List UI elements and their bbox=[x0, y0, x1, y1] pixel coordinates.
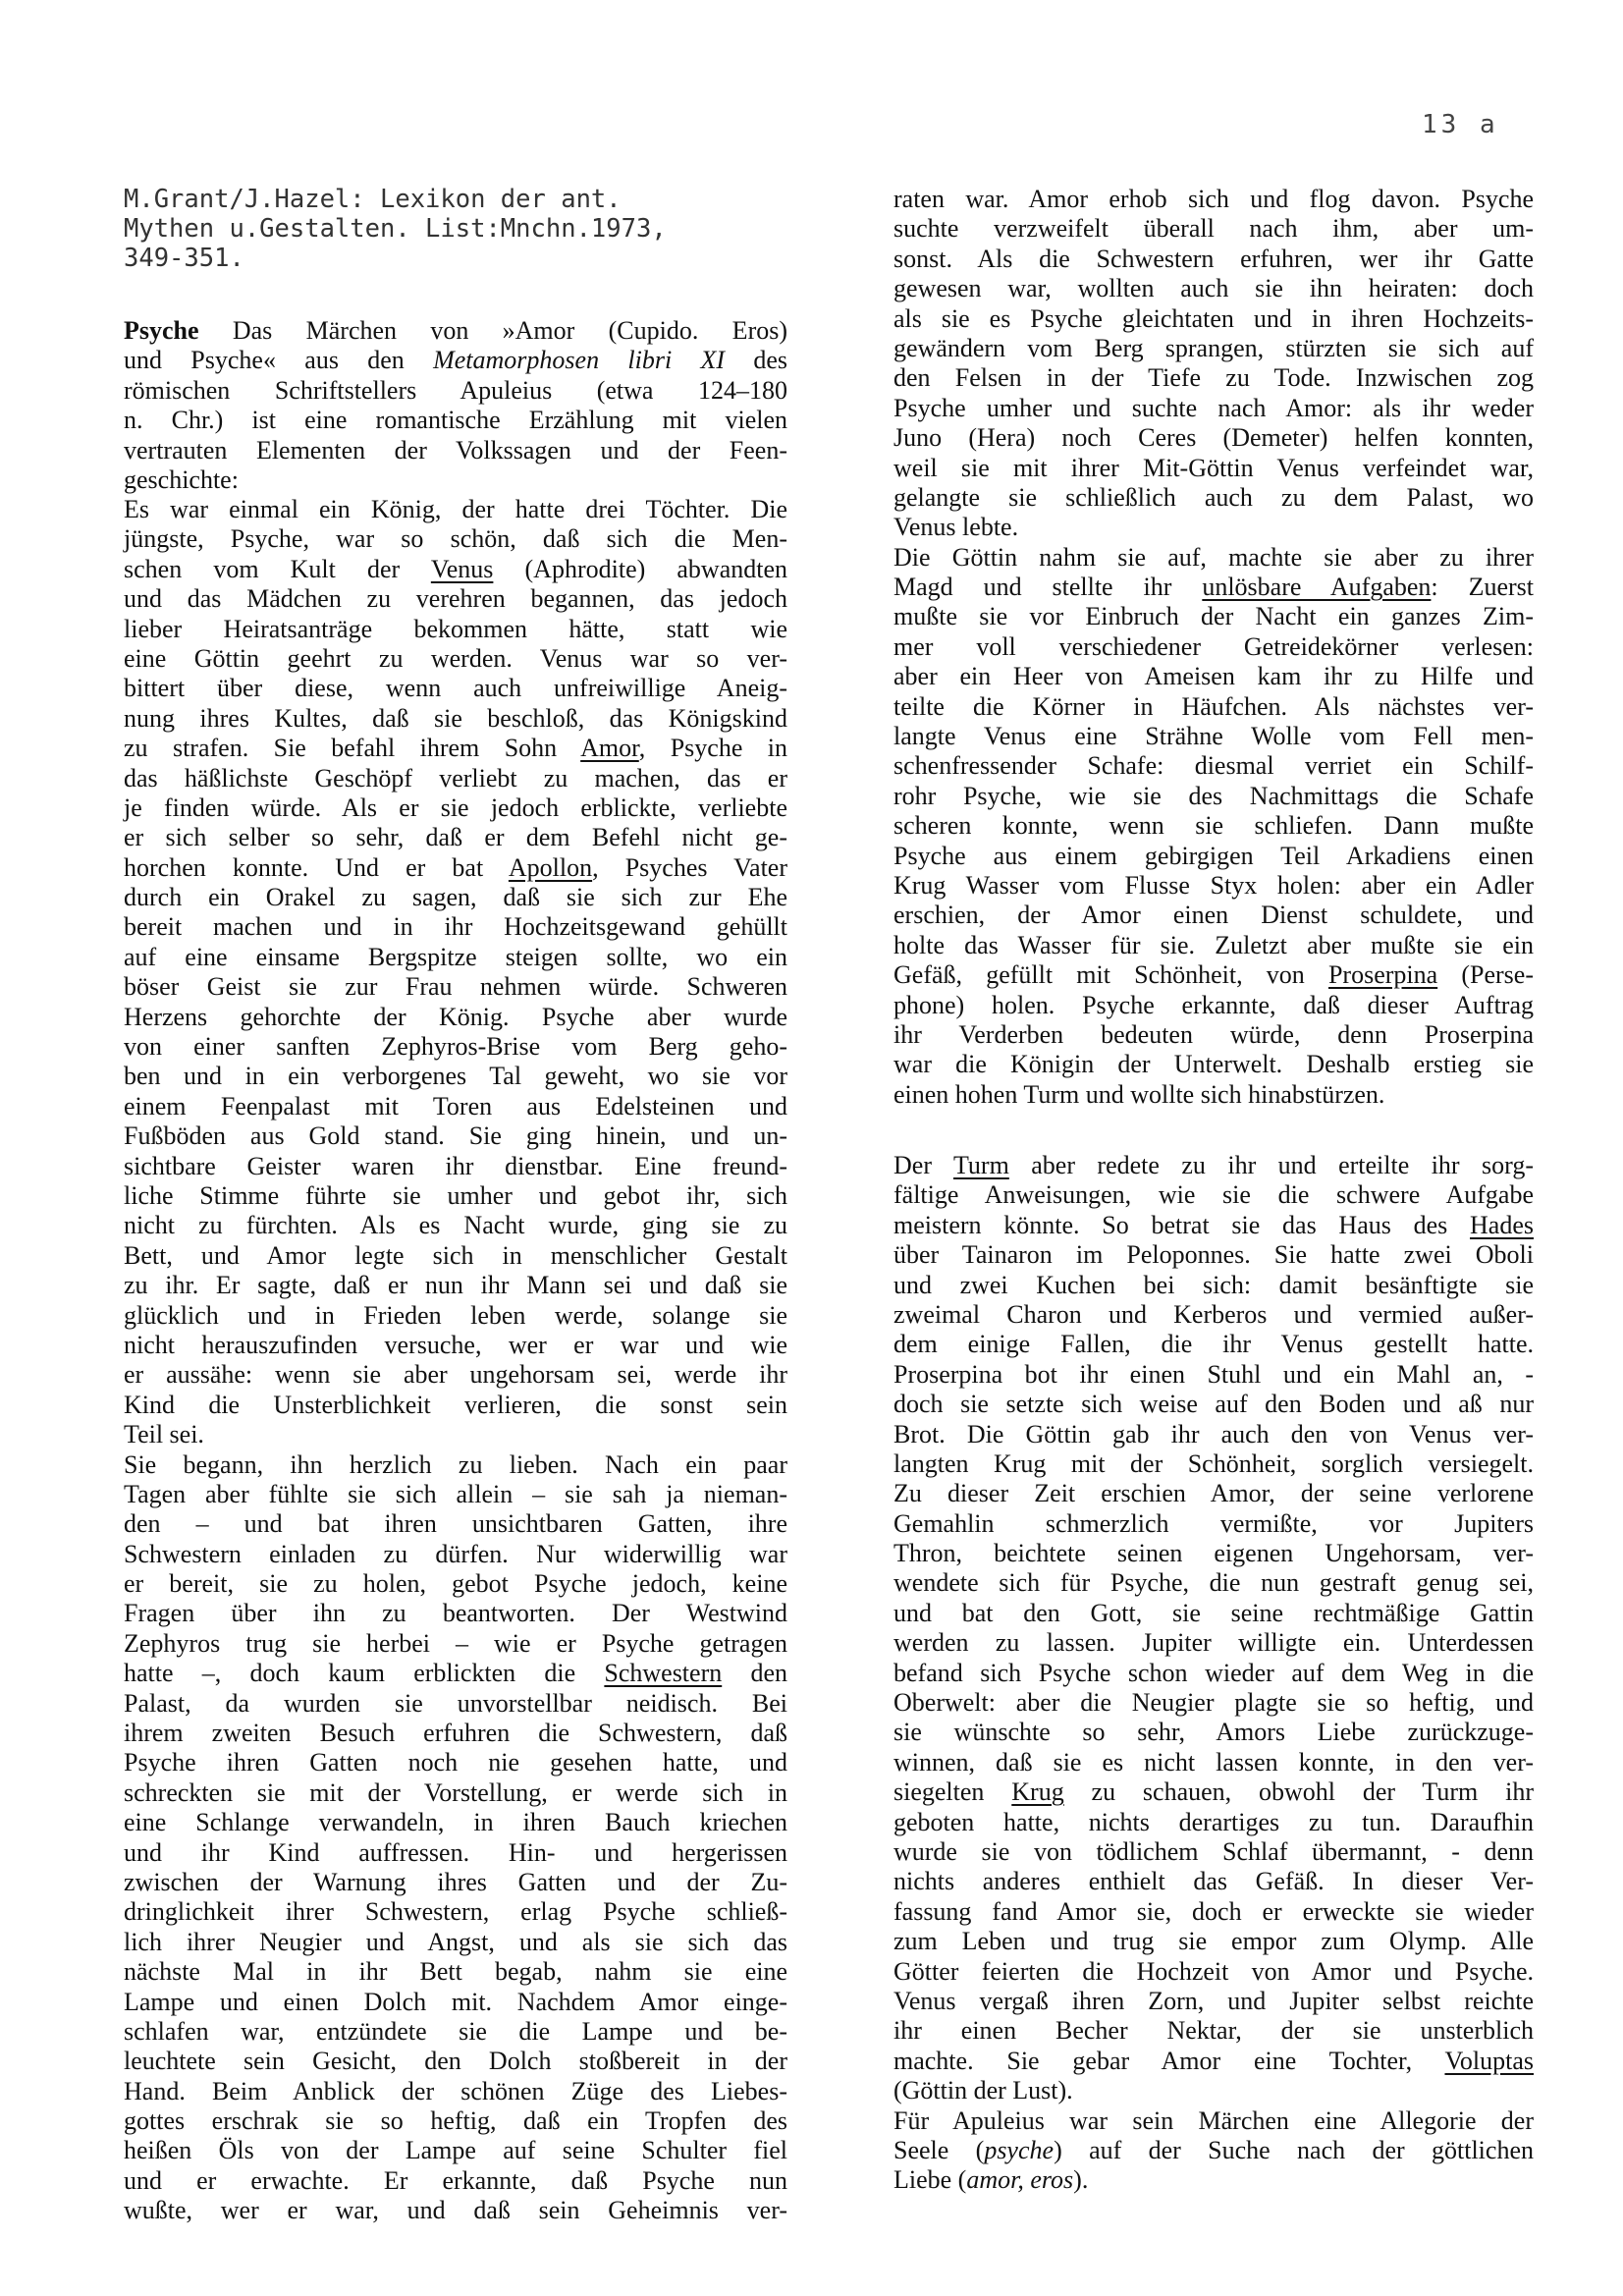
underlined-term: Venus bbox=[430, 554, 494, 583]
text-run: n. Chr.) ist eine romantische Erzählung mit vielen bbox=[124, 406, 787, 435]
text-run: aber redete zu ihr und erteilte ihr sorg- bbox=[1008, 1151, 1534, 1179]
text-run: sonst. Als die Schwestern erfuhren, wer ihr Gatte bbox=[893, 244, 1534, 273]
text-line bbox=[124, 1360, 787, 1390]
bibliographic-citation bbox=[124, 185, 821, 273]
text-run: Thron, beichtete seinen eigenen Ungehorsam, ver- bbox=[893, 1539, 1534, 1568]
text-run: Lampe und einen Dolch mit. Nachdem Amor einge- bbox=[124, 1987, 787, 2016]
text-run: römischen Schriftstellers Apuleius (etwa 124–180 bbox=[124, 375, 787, 405]
text-run: zwischen der Warnung ihres Gatten und der Zu- bbox=[124, 1867, 787, 1896]
text-run: und das Mädchen zu verehren begannen, das jedoch bbox=[124, 584, 787, 614]
text-run: er sich selber so sehr, daß er dem Befehl nicht ge- bbox=[124, 823, 787, 852]
text-run: als sie es Psyche gleichtaten und in ihren Hochzeits- bbox=[893, 303, 1534, 333]
text-run: wurde sie von tödlichem Schlaf übermannt, - denn bbox=[893, 1836, 1534, 1866]
text-line bbox=[893, 363, 1534, 393]
text-line bbox=[124, 584, 787, 614]
text-run: Gemahlin schmerzlich vermißte, vor Jupiters bbox=[893, 1508, 1534, 1538]
text-line bbox=[893, 1020, 1534, 1050]
text-run: Für Apuleius war sein Märchen eine Allegorie der bbox=[893, 2105, 1534, 2135]
citation-line: M.Grant/J.Hazel: Lexikon der ant. bbox=[124, 185, 622, 214]
text-run: Proserpina bot ihr einen Stuhl und ein Mahl an, - bbox=[893, 1359, 1534, 1389]
text-run: Psyche ihren Gatten noch nie gesehen hatte, und bbox=[124, 1748, 787, 1777]
text-line bbox=[124, 524, 787, 554]
text-line bbox=[124, 1152, 787, 1181]
italic-phrase: amor, eros bbox=[966, 2165, 1074, 2195]
text-run: winnen, daß sie es nicht lassen konnte, in den ver- bbox=[893, 1747, 1534, 1777]
text-run: teilte die Körner in Häufchen. Als nächstes ver- bbox=[893, 691, 1534, 721]
text-run: Es war einmal ein König, der hatte drei Töchter. Die bbox=[124, 495, 787, 523]
text-line bbox=[124, 2136, 787, 2165]
text-run: fältige Anweisungen, wie sie die schwere Aufgabe bbox=[893, 1180, 1534, 1210]
text-run: eine Schlange verwandeln, in ihren Bauch kriechen bbox=[124, 1808, 787, 1837]
text-run: nichts anderes enthielt das Gefäß. In dieser Ver- bbox=[893, 1867, 1534, 1896]
text-run: nicht herauszufinden versuche, wer er war und wie bbox=[124, 1330, 787, 1359]
text-run: dem einige Fallen, die ihr Venus gestellt hatte. bbox=[893, 1330, 1534, 1359]
text-run: langte Venus eine Strähne Wolle vom Fell men- bbox=[893, 722, 1534, 751]
text-line bbox=[124, 2196, 787, 2225]
text-line bbox=[124, 853, 787, 883]
text-line bbox=[893, 543, 1534, 573]
text-line bbox=[124, 1241, 787, 1271]
text-run: holte das Wasser für sie. Zuletzt aber mußte sie ein bbox=[893, 930, 1534, 959]
text-run: ). bbox=[1073, 2165, 1089, 2195]
text-line bbox=[893, 751, 1534, 781]
text-run: Fußböden aus Gold stand. Sie ging hinein, und un- bbox=[124, 1121, 787, 1151]
text-line bbox=[124, 644, 787, 674]
text-line bbox=[893, 1240, 1534, 1270]
text-line bbox=[124, 436, 787, 465]
text-line bbox=[893, 304, 1534, 334]
text-run: nicht zu fürchten. Als es Nacht wurde, ging sie zu bbox=[124, 1211, 787, 1240]
text-run: böser Geist sie zur Frau nehmen würde. Schweren bbox=[124, 972, 787, 1002]
text-run: gewesen war, wollten auch sie ihn heiraten: doch bbox=[893, 274, 1534, 303]
text-line bbox=[124, 465, 787, 495]
text-line bbox=[124, 883, 787, 912]
text-line bbox=[893, 632, 1534, 662]
text-line bbox=[893, 871, 1534, 901]
text-run: durch ein Orakel zu sagen, daß sie sich zur Ehe bbox=[124, 883, 787, 912]
text-line bbox=[124, 1569, 787, 1599]
text-run: : Zuerst bbox=[1431, 573, 1534, 602]
text-line bbox=[893, 1987, 1534, 2016]
text-run: Psyche aus einem gebirgigen Teil Arkadiens einen bbox=[893, 841, 1534, 870]
text-line bbox=[124, 1003, 787, 1032]
text-run: fassung fand Amor sie, doch er erweckte sie wieder bbox=[893, 1896, 1534, 1926]
text-run: nächste Mal in ihr Bett begab, nahm sie eine bbox=[124, 1957, 787, 1987]
text-run: langten Krug mit der Schönheit, sorglich versiegelt. bbox=[893, 1449, 1534, 1478]
text-line bbox=[124, 1748, 787, 1777]
text-line bbox=[893, 960, 1534, 990]
text-run: bereit machen und in ihr Hochzeitsgewand gehüllt bbox=[124, 912, 787, 942]
text-line bbox=[893, 1867, 1534, 1896]
text-line bbox=[124, 1062, 787, 1091]
text-run: Palast, da wurden sie unvorstellbar neidisch. Bei bbox=[124, 1688, 787, 1718]
text-run: auf eine einsame Bergspitze steigen sollte, wo ein bbox=[124, 942, 787, 971]
text-line bbox=[124, 2077, 787, 2106]
text-line bbox=[893, 1080, 1534, 1110]
text-run: raten war. Amor erhob sich und flog davon. Psyche bbox=[893, 185, 1534, 213]
text-run: lieber Heiratsanträge bekommen hätte, statt wie bbox=[124, 614, 787, 643]
text-line bbox=[124, 704, 787, 734]
text-line bbox=[893, 782, 1534, 811]
text-line bbox=[124, 1391, 787, 1420]
text-line bbox=[124, 764, 787, 793]
text-line bbox=[124, 972, 787, 1002]
text-run: den – und bat ihren unsichtbaren Gatten, ihre bbox=[124, 1509, 787, 1539]
story-text-part-3 bbox=[893, 1151, 1534, 2196]
text-line bbox=[124, 1271, 787, 1300]
text-line bbox=[893, 1390, 1534, 1419]
text-line bbox=[124, 346, 787, 375]
text-run: einen hohen Turm und wollte sich hinabstürzen. bbox=[893, 1079, 1385, 1109]
citation-line: 349-351. bbox=[124, 244, 244, 273]
text-line bbox=[124, 495, 787, 524]
text-line bbox=[124, 1629, 787, 1659]
text-line bbox=[893, 1330, 1534, 1359]
text-line bbox=[893, 2076, 1534, 2105]
text-line bbox=[893, 1688, 1534, 1718]
text-line bbox=[124, 1957, 787, 1987]
underlined-term: Schwestern bbox=[604, 1659, 723, 1688]
text-line bbox=[124, 2166, 787, 2196]
text-run: Venus lebte. bbox=[893, 513, 1019, 542]
text-line bbox=[893, 1628, 1534, 1658]
text-line bbox=[124, 1897, 787, 1927]
text-run: Magd und stellte ihr bbox=[893, 573, 1203, 602]
underlined-term: unlösbare Aufgaben bbox=[1202, 573, 1432, 602]
text-line bbox=[124, 912, 787, 942]
text-run: zum Leben und trug sie empor zum Olymp. Alle bbox=[893, 1927, 1534, 1956]
text-line bbox=[124, 943, 787, 972]
text-run: schen vom Kult der bbox=[124, 554, 431, 583]
text-line bbox=[893, 394, 1534, 423]
text-line bbox=[893, 662, 1534, 691]
text-run: Zephyros trug sie herbei – wie er Psyche getragen bbox=[124, 1628, 787, 1658]
text-line bbox=[893, 245, 1534, 274]
text-run: Die Göttin nahm sie auf, machte sie aber zu ihrer bbox=[893, 542, 1534, 572]
text-run: das häßlichste Geschöpf verliebt zu machen, das er bbox=[124, 763, 787, 793]
text-run: werden zu lassen. Jupiter willigte ein. Unterdessen bbox=[893, 1628, 1534, 1658]
text-line bbox=[893, 811, 1534, 841]
text-run: scheren konnte, wenn sie schliefen. Dann mußte bbox=[893, 811, 1534, 841]
text-run: geboten hatte, nichts derartiges zu tun. Daraufhin bbox=[893, 1807, 1534, 1836]
text-line bbox=[893, 931, 1534, 960]
text-line bbox=[893, 2047, 1534, 2076]
text-run: bittert über diese, wenn auch unfreiwillige Aneig- bbox=[124, 674, 787, 703]
text-line bbox=[893, 1897, 1534, 1927]
text-line bbox=[124, 1480, 787, 1509]
text-line bbox=[124, 1778, 787, 1808]
text-line bbox=[893, 214, 1534, 244]
text-run: schenfressender Schafe: diesmal verriet ein Schilf- bbox=[893, 751, 1534, 781]
underlined-term: Turm bbox=[952, 1151, 1009, 1179]
text-run: ihr Verderben bedeuten würde, denn Proserpina bbox=[893, 1019, 1534, 1049]
text-run: Juno (Hera) noch Ceres (Demeter) helfen konnten, bbox=[893, 423, 1534, 453]
text-line bbox=[893, 334, 1534, 363]
text-line bbox=[124, 1988, 787, 2017]
text-run: zu ihr. Er sagte, daß er nun ihr Mann sei und daß sie bbox=[124, 1271, 787, 1300]
text-run: von einer sanften Zephyros-Brise vom Berg geho- bbox=[124, 1032, 787, 1062]
text-run: Bett, und Amor legte sich in menschlicher Gestalt bbox=[124, 1240, 787, 1270]
text-line bbox=[893, 1449, 1534, 1479]
text-line bbox=[124, 1808, 787, 1837]
text-run: liche Stimme führte sie umher und gebot ihr, sich bbox=[124, 1180, 787, 1210]
text-run: zweimal Charon und Kerberos und vermied außer- bbox=[893, 1299, 1534, 1329]
text-line bbox=[893, 1599, 1534, 1628]
text-run: wendete sich für Psyche, die nun gestraft genug sei, bbox=[893, 1568, 1534, 1598]
text-run: Götter feierten die Hochzeit von Amor und Psyche. bbox=[893, 1956, 1534, 1986]
text-line bbox=[893, 1050, 1534, 1079]
text-run: eine Göttin geehrt zu werden. Venus war so ver- bbox=[124, 643, 787, 673]
text-line bbox=[124, 2017, 787, 2047]
text-line bbox=[124, 1659, 787, 1688]
text-run: Fragen über ihn zu beantworten. Der Westwind bbox=[124, 1599, 787, 1628]
text-line bbox=[893, 1808, 1534, 1837]
text-line bbox=[124, 1838, 787, 1868]
text-run: erschien, der Amor einen Dienst schuldete, und bbox=[893, 901, 1534, 930]
text-run: schreckten sie mit der Vorstellung, er werde sich in bbox=[124, 1777, 787, 1807]
text-line bbox=[893, 185, 1534, 214]
text-run: Liebe ( bbox=[893, 2165, 967, 2195]
text-run: weil sie mit ihrer Mit-Göttin Venus verfeindet war, bbox=[893, 453, 1534, 482]
text-run: und zwei Kuchen bei sich: damit besänftigte sie bbox=[893, 1270, 1534, 1299]
underlined-term: Voluptas bbox=[1444, 2046, 1534, 2075]
text-run: Zu dieser Zeit erschien Amor, der seine verlorene bbox=[893, 1479, 1534, 1508]
text-run: Der bbox=[893, 1151, 953, 1179]
text-line bbox=[124, 1599, 787, 1628]
text-run: Seele ( bbox=[893, 2135, 985, 2164]
text-run: machte. Sie gebar Amor eine Tochter, bbox=[893, 2046, 1445, 2075]
text-run: lich ihrer Neugier und Angst, und als sie sich das bbox=[124, 1927, 787, 1956]
underlined-term: Hades bbox=[1470, 1210, 1534, 1239]
text-line bbox=[893, 2165, 1534, 2195]
text-run: den bbox=[722, 1659, 787, 1688]
text-run: Krug Wasser vom Flusse Styx holen: aber ein Adler bbox=[893, 870, 1534, 900]
underlined-term: Krug bbox=[1011, 1777, 1064, 1807]
text-line bbox=[893, 1659, 1534, 1688]
text-run: und ihr Kind auffressen. Hin- und hergerissen bbox=[124, 1837, 787, 1867]
text-run: meistern könnte. So betrat sie das Haus des bbox=[893, 1210, 1471, 1239]
text-run: jüngste, Psyche, war so schön, daß sich die Men- bbox=[124, 524, 787, 554]
text-line bbox=[893, 1300, 1534, 1330]
text-run: des bbox=[725, 346, 787, 375]
entry-headword: Psyche bbox=[124, 316, 199, 345]
text-run: (Göttin der Lust). bbox=[893, 2076, 1073, 2105]
text-run: hatte –, doch kaum erblickten die bbox=[124, 1659, 605, 1688]
text-line bbox=[124, 1928, 787, 1957]
text-line bbox=[893, 1360, 1534, 1390]
text-line bbox=[893, 1479, 1534, 1508]
text-line bbox=[124, 793, 787, 823]
text-run: Gefäß, gefüllt mit Schönheit, von bbox=[893, 960, 1328, 990]
text-run: Venus vergaß ihren Zorn, und Jupiter selbst reichte bbox=[893, 1986, 1534, 2015]
text-run: und bat den Gott, sie seine rechtmäßige Gattin bbox=[893, 1598, 1534, 1627]
text-line bbox=[893, 483, 1534, 513]
text-run: gelangte sie schließlich auch zu dem Palast, wo bbox=[893, 482, 1534, 512]
text-line bbox=[893, 1509, 1534, 1539]
text-line bbox=[893, 722, 1534, 751]
text-run: zu schauen, obwohl der Turm ihr bbox=[1063, 1777, 1534, 1807]
text-line bbox=[893, 2106, 1534, 2136]
text-run: je finden würde. Als er sie jedoch erblickte, verliebte bbox=[124, 793, 787, 822]
text-line bbox=[124, 823, 787, 852]
text-run: horchen konnte. Und er bat bbox=[124, 852, 509, 882]
text-run: Kind die Unsterblichkeit verlieren, die sonst sein bbox=[124, 1390, 787, 1419]
text-line bbox=[124, 1181, 787, 1211]
text-line bbox=[124, 615, 787, 644]
text-run: sie wünschte so sehr, Amors Liebe zurückzuge- bbox=[893, 1718, 1534, 1747]
text-line bbox=[124, 2106, 787, 2136]
text-line bbox=[893, 1748, 1534, 1777]
text-run: (Aphrodite) abwandten bbox=[493, 554, 787, 583]
text-line bbox=[893, 573, 1534, 602]
text-line bbox=[893, 274, 1534, 303]
text-run: geschichte: bbox=[124, 465, 239, 494]
text-run: gewändern vom Berg sprangen, stürzten sie sich auf bbox=[893, 333, 1534, 362]
text-run: Schwestern einladen zu dürfen. Nur widerwillig war bbox=[124, 1539, 787, 1568]
text-run: und er erwachte. Er erkannte, daß Psyche nun bbox=[124, 2165, 787, 2195]
text-run: leuchtete sein Gesicht, den Dolch stoßbereit in der bbox=[124, 2047, 787, 2076]
text-run: siegelten bbox=[893, 1777, 1012, 1807]
text-line bbox=[893, 423, 1534, 453]
text-run: über Tainaron im Peloponnes. Sie hatte zwei Oboli bbox=[893, 1240, 1534, 1270]
underlined-term: Proserpina bbox=[1327, 960, 1438, 990]
text-run: mußte sie vor Einbruch der Nacht ein ganzes Zim- bbox=[893, 602, 1534, 631]
text-run: und Psyche« aus den bbox=[124, 346, 434, 375]
underlined-term: Apollon bbox=[508, 852, 593, 882]
text-line bbox=[893, 1837, 1534, 1867]
text-run: ihrem zweiten Besuch erfuhren die Schwestern, daß bbox=[124, 1719, 787, 1748]
text-line bbox=[124, 1331, 787, 1360]
text-run: Hand. Beim Anblick der schönen Züge des Liebes- bbox=[124, 2076, 787, 2105]
story-text-part-1 bbox=[124, 495, 787, 2226]
text-line bbox=[124, 2047, 787, 2076]
text-run: befand sich Psyche schon wieder auf dem Weg in die bbox=[893, 1658, 1534, 1687]
text-run: Das Märchen von »Amor (Cupido. Eros) bbox=[198, 316, 787, 345]
text-line bbox=[124, 1689, 787, 1719]
text-run: war die Königin der Unterwelt. Deshalb erstieg sie bbox=[893, 1050, 1534, 1079]
text-run: (Perse- bbox=[1437, 960, 1534, 990]
citation-line: Mythen u.Gestalten. List:Mnchn.1973, bbox=[124, 214, 667, 244]
text-run: Sie begann, ihn herzlich zu lieben. Nach ein paar bbox=[124, 1449, 787, 1479]
text-line bbox=[893, 1718, 1534, 1747]
text-line bbox=[893, 1539, 1534, 1568]
text-line bbox=[124, 734, 787, 763]
text-line bbox=[893, 2136, 1534, 2165]
text-run: suchte verzweifelt überall nach ihm, aber um- bbox=[893, 214, 1534, 244]
text-line bbox=[124, 1420, 787, 1449]
text-run: aber ein Heer von Ameisen kam ihr zu Hilfe und bbox=[893, 662, 1534, 691]
text-line bbox=[893, 991, 1534, 1020]
text-line bbox=[893, 1568, 1534, 1598]
text-line bbox=[124, 1509, 787, 1539]
text-line bbox=[893, 2016, 1534, 2046]
text-run: ihr einen Becher Nektar, der sie unsterblich bbox=[893, 2016, 1534, 2046]
text-line bbox=[124, 1450, 787, 1480]
text-run: ben und in ein verborgenes Tal geweht, wo sie vor bbox=[124, 1062, 787, 1091]
text-line bbox=[124, 555, 787, 584]
text-line bbox=[124, 1719, 787, 1748]
text-run: wußte, wer er war, und daß sein Geheimnis ver- bbox=[124, 2196, 787, 2225]
italic-phrase: Metamorphosen libri XI bbox=[433, 346, 726, 375]
text-line bbox=[893, 901, 1534, 930]
text-run: rohr Psyche, wie sie des Nachmittags die Schafe bbox=[893, 781, 1534, 810]
text-line bbox=[124, 316, 787, 346]
italic-phrase: psyche bbox=[984, 2135, 1055, 2164]
text-run: Oberwelt: aber die Neugier plagte sie so heftig, und bbox=[893, 1688, 1534, 1718]
text-line bbox=[124, 1301, 787, 1331]
text-line bbox=[893, 1957, 1534, 1987]
text-run: Brot. Die Göttin gab ihr auch den von Venus ver- bbox=[893, 1419, 1534, 1449]
text-line bbox=[124, 406, 787, 435]
text-run: heißen Öls von der Lampe auf seine Schulter fiel bbox=[124, 2136, 787, 2165]
text-run: glücklich und in Frieden leben werde, solange sie bbox=[124, 1300, 787, 1330]
text-line bbox=[893, 602, 1534, 631]
text-line bbox=[893, 842, 1534, 871]
lexicon-entry-intro bbox=[124, 316, 787, 495]
text-line bbox=[893, 513, 1534, 542]
text-line bbox=[893, 1777, 1534, 1807]
text-run: nung ihres Kultes, daß sie beschloß, das Königskind bbox=[124, 703, 787, 733]
text-run: phone) holen. Psyche erkannte, daß dieser Auftrag bbox=[893, 990, 1534, 1019]
text-line bbox=[124, 1211, 787, 1240]
text-run: , Psyche in bbox=[638, 734, 787, 763]
text-line bbox=[893, 454, 1534, 483]
text-run: ) auf der Suche nach der göttlichen bbox=[1054, 2135, 1534, 2164]
text-line bbox=[893, 1180, 1534, 1210]
text-line bbox=[893, 1420, 1534, 1449]
text-run: dringlichkeit ihrer Schwestern, erlag Psyche schließ- bbox=[124, 1897, 787, 1927]
text-run: sichtbare Geister waren ihr dienstbar. Eine freund- bbox=[124, 1151, 787, 1180]
text-line bbox=[893, 1271, 1534, 1300]
story-text-part-2 bbox=[893, 185, 1534, 1110]
text-line bbox=[124, 1868, 787, 1897]
text-run: er aussähe: wenn sie aber ungehorsam sei, werde ihr bbox=[124, 1360, 787, 1390]
text-run: schlafen war, entzündete sie die Lampe und be- bbox=[124, 2016, 787, 2046]
text-run: er bereit, sie zu holen, gebot Psyche jedoch, keine bbox=[124, 1569, 787, 1599]
page-number: 13 a bbox=[1422, 110, 1499, 139]
text-run: Psyche umher und suchte nach Amor: als ihr weder bbox=[893, 393, 1534, 422]
text-run: gottes erschrak sie so heftig, daß ein Tropfen des bbox=[124, 2106, 787, 2136]
text-line bbox=[893, 1211, 1534, 1240]
text-run: einem Feenpalast mit Toren aus Edelsteinen und bbox=[124, 1091, 787, 1121]
text-run: den Felsen in der Tiefe zu Tode. Inzwischen zog bbox=[893, 363, 1534, 393]
text-line bbox=[124, 1032, 787, 1062]
text-run: doch sie setzte sich weise auf den Boden und aß nur bbox=[893, 1390, 1534, 1419]
text-line bbox=[893, 1927, 1534, 1956]
text-line bbox=[893, 1151, 1534, 1180]
text-run: Teil sei. bbox=[124, 1420, 204, 1449]
text-line bbox=[124, 1121, 787, 1151]
underlined-term: Amor bbox=[580, 734, 639, 763]
text-line bbox=[124, 376, 787, 406]
text-run: Tagen aber fühlte sie sich allein – sie sah ja nieman- bbox=[124, 1479, 787, 1508]
text-run: , Psyches Vater bbox=[592, 852, 787, 882]
text-run: zu strafen. Sie befahl ihrem Sohn bbox=[124, 734, 581, 763]
text-line bbox=[124, 1540, 787, 1569]
text-run: Herzens gehorchte der König. Psyche aber wurde bbox=[124, 1002, 787, 1031]
text-run: mer voll verschiedener Getreidekörner verlesen: bbox=[893, 631, 1534, 661]
text-line bbox=[893, 692, 1534, 722]
text-line bbox=[124, 1092, 787, 1121]
text-run: vertrauten Elementen der Volkssagen und der Feen- bbox=[124, 435, 787, 465]
text-line bbox=[124, 674, 787, 703]
